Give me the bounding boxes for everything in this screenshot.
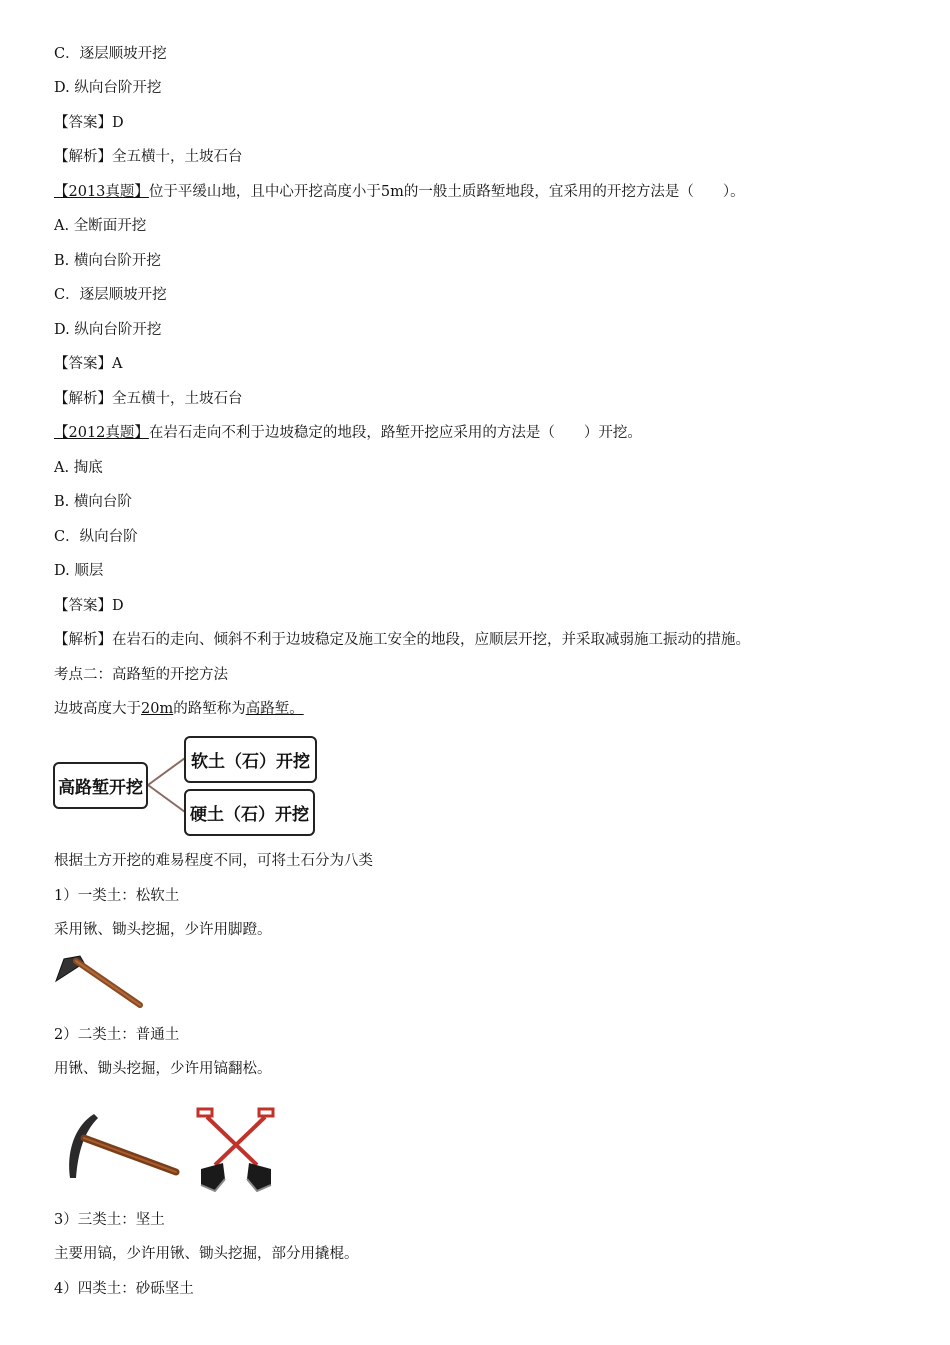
text-line: C．逐层顺坡开挖 bbox=[54, 46, 167, 62]
hoe-icon bbox=[52, 953, 147, 1013]
option-line: D. 顺层 bbox=[54, 563, 104, 579]
diagram-child-node: 硬土（石）开挖 bbox=[184, 789, 315, 836]
soil-class-line: 4）四类土：砂砾坚土 bbox=[54, 1281, 194, 1297]
text-span: 边坡高度大于 bbox=[54, 701, 141, 717]
text-span: 高路堑。 bbox=[245, 701, 304, 717]
option-line: B. 横向台阶开挖 bbox=[54, 253, 161, 269]
option-line: C．纵向台阶 bbox=[54, 529, 138, 545]
option-line: B. 横向台阶 bbox=[54, 494, 132, 510]
diagram-child-node: 软土（石）开挖 bbox=[184, 736, 317, 783]
question-text: 在岩石走向不利于边坡稳定的地段，路堑开挖应采用的方法是（ ）开挖。 bbox=[148, 425, 642, 441]
answer-line: 【答案】A bbox=[54, 356, 123, 372]
text-line: D. 纵向台阶开挖 bbox=[54, 80, 162, 96]
text-line: 采用锹、锄头挖掘，少许用脚蹬。 bbox=[54, 922, 272, 938]
question-text: 位于平缓山地，且中心开挖高度小于5m的一般土质路堑地段，宜采用的开挖方法是（ ）。 bbox=[148, 184, 745, 200]
diagram-root-node: 高路堑开挖 bbox=[53, 762, 148, 809]
soil-class-line: 2）二类土：普通土 bbox=[54, 1027, 180, 1043]
analysis-line: 【解析】全五横十，土坡石台 bbox=[54, 391, 243, 407]
option-line: A. 掏底 bbox=[54, 460, 103, 476]
answer-line: 【答案】D bbox=[54, 115, 124, 131]
soil-class-line: 1）一类土：松软土 bbox=[54, 888, 180, 904]
option-line: C．逐层顺坡开挖 bbox=[54, 287, 167, 303]
soil-class-line: 3）三类土：坚土 bbox=[54, 1212, 165, 1228]
question-tag: 【2013真题】 bbox=[54, 184, 149, 200]
text-span: 的路堑称为 bbox=[173, 701, 246, 717]
text-span: 20m bbox=[141, 701, 174, 717]
text-line: 根据土方开挖的难易程度不同，可将土石分为八类 bbox=[54, 853, 373, 869]
pickaxe-icon bbox=[58, 1110, 183, 1190]
question-2013 bbox=[54, 182, 745, 202]
answer-line: 【答案】D bbox=[54, 598, 124, 614]
option-line: A. 全断面开挖 bbox=[54, 218, 147, 234]
section-heading: 考点二：高路堑的开挖方法 bbox=[54, 667, 228, 683]
text-line: 主要用镐，少许用锹、锄头挖掘，部分用撬棍。 bbox=[54, 1246, 359, 1262]
question-2012 bbox=[54, 423, 642, 443]
option-line: D. 纵向台阶开挖 bbox=[54, 322, 162, 338]
analysis-line: 【解析】全五横十，土坡石台 bbox=[54, 149, 243, 165]
definition-line bbox=[54, 699, 304, 719]
text-line: 用锹、锄头挖掘，少许用镐翻松。 bbox=[54, 1061, 272, 1077]
crossed-shovels-icon bbox=[195, 1107, 280, 1192]
question-tag: 【2012真题】 bbox=[54, 425, 149, 441]
analysis-line: 【解析】在岩石的走向、倾斜不利于边坡稳定及施工安全的地段，应顺层开挖，并采取减弱施工振动的措施。 bbox=[54, 632, 750, 648]
